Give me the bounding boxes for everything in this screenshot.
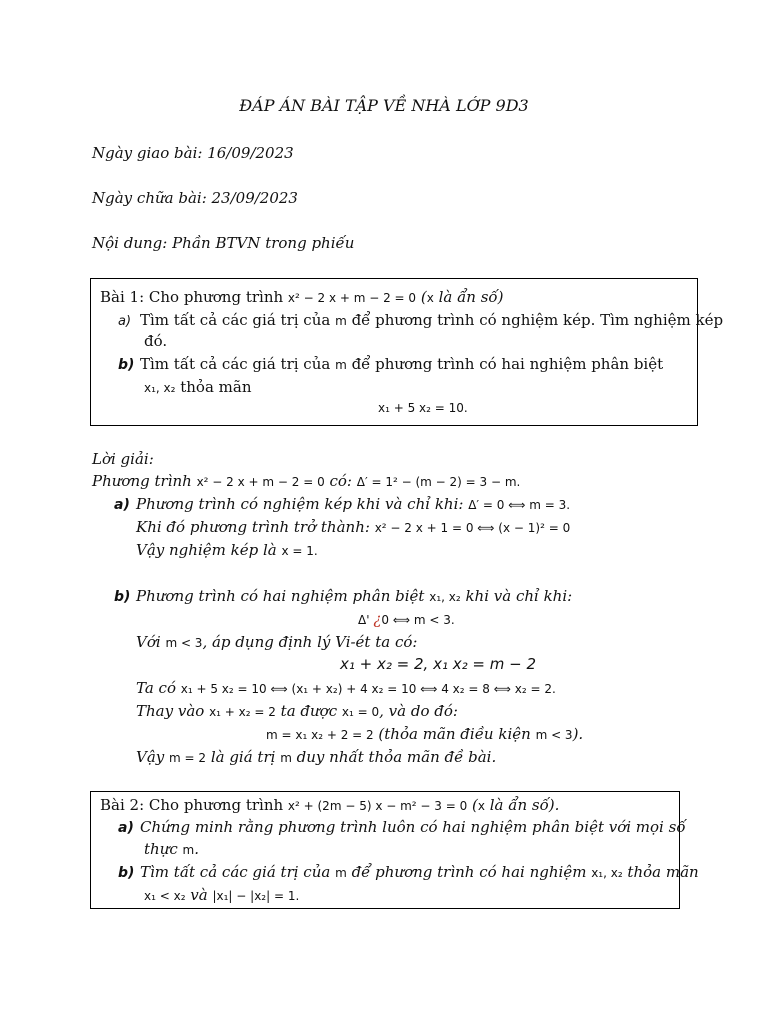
solution-b3-text-2: , áp dụng định lý Vi-ét ta có: — [202, 633, 418, 651]
solution-b-line-7 — [266, 724, 583, 745]
correct-date: Ngày chữa bài: 23/09/2023 — [92, 189, 298, 207]
solution-a-line-3 — [136, 540, 318, 561]
exercise-2-b-m: m — [335, 866, 347, 880]
exercise-1-a-cont: đó. — [144, 332, 168, 350]
solution-b-line-6 — [136, 701, 458, 722]
solution-a2-text: Khi đó phương trình trở thành: — [136, 518, 375, 536]
exercise-2-part-b — [118, 862, 699, 883]
exercise-1-b-m: m — [335, 358, 347, 372]
exercise-2-a-m: m — [182, 843, 195, 857]
solution-b-line-5 — [136, 678, 556, 699]
solution-a-label: a) — [114, 497, 130, 513]
solution-b6-m1: x₁ + x₂ = 2 — [209, 705, 276, 719]
solution-b3-m: m < 3 — [165, 636, 203, 650]
exercise-1-b-condition: x₁ + 5 x₂ = 10. — [378, 401, 468, 415]
solution-b8-m1: m = 2 — [169, 751, 207, 765]
solution-b6-text-2: ta được — [275, 702, 342, 720]
solution-a1-text: Phương trình có nghiệm kép khi và chỉ khi: — [136, 495, 469, 513]
exercise-1-b-label: b) — [118, 357, 135, 373]
exercise-1-a-label: a) — [118, 314, 132, 329]
solution-b1-text-2: khi và chỉ khi: — [460, 587, 573, 605]
solution-b-line-3 — [136, 632, 417, 653]
exercise-2-heading-tail: là ẩn số). — [484, 796, 560, 814]
exercise-2-a-cont — [144, 839, 199, 860]
solution-b2-glyph: ¿ — [373, 610, 382, 628]
solution-b6-text: Thay vào — [136, 702, 210, 720]
exercise-2-b-cond-1: x₁ < x₂ — [144, 889, 186, 903]
exercise-1-b-text-3: thỏa mãn — [175, 378, 252, 396]
exercise-1-heading — [100, 287, 503, 308]
exercise-2-a-text-3: . — [194, 840, 200, 858]
solution-b5-math: x₁ + 5 x₂ = 10 ⟺ (x₁ + x₂) + 4 x₂ = 10 ⟺ 4 x₂ = 8 ⟺ x₂ = 2. — [180, 682, 556, 696]
solution-b7-text-2: ). — [572, 725, 584, 743]
exercise-2-b-text-3: thỏa mãn — [622, 863, 699, 881]
exercise-2-paren-open: ( — [467, 796, 478, 814]
exercise-1-part-b — [118, 354, 663, 375]
exercise-1-a-m: m — [335, 314, 347, 328]
exercise-1-part-a — [118, 310, 723, 332]
exercise-1-equation: x² − 2 x + m − 2 = 0 — [287, 291, 417, 305]
exercise-1-b-roots: x₁, x₂ — [144, 381, 176, 395]
exercise-1-b-text-2: để phương trình có hai nghiệm phân biệt — [346, 355, 664, 373]
exercise-2-b-text: Tìm tất cả các giá trị của — [140, 863, 336, 881]
content-line: Nội dung: Phần BTVN trong phiếu — [92, 234, 355, 252]
solution-b6-m2: x₁ = 0 — [341, 705, 380, 719]
exercise-2-b-text-4: và — [185, 886, 213, 904]
solution-b-line-2 — [358, 609, 455, 630]
solution-a-line-1 — [114, 494, 570, 515]
exercise-2-b-cont — [144, 885, 299, 906]
solution-a3-text: Vậy nghiệm kép là — [136, 541, 282, 559]
solution-b2-delta: Δ' — [358, 613, 374, 627]
solution-b7-m: m < 3 — [535, 728, 573, 742]
solution-b-line-4: x₁ + x₂ = 2, x₁ x₂ = m − 2 — [340, 655, 536, 673]
solution-b7-math: m = x₁ x₂ + 2 = 2 — [266, 728, 374, 742]
exercise-2-var: x — [477, 799, 485, 813]
solution-line-1-delta: Δ′ = 1² − (m − 2) = 3 − m. — [356, 475, 521, 489]
solution-heading: Lời giải: — [92, 450, 154, 468]
exercise-2-a-label: a) — [118, 820, 134, 836]
exercise-2-heading-text: Bài 2: Cho phương trình — [100, 796, 288, 814]
solution-b8-text-2: là giá trị — [206, 748, 281, 766]
solution-line-1-co: có: — [324, 472, 357, 490]
solution-b8-text: Vậy — [136, 748, 170, 766]
exercise-1-b-text: Tìm tất cả các giá trị của — [140, 355, 336, 373]
exercise-1-paren-open: ( — [416, 288, 427, 306]
solution-b2-rest: 0 ⟺ m < 3. — [381, 613, 455, 627]
exercise-2-heading — [100, 795, 559, 816]
solution-a1-math: Δ′ = 0 ⟺ m = 3. — [468, 498, 571, 512]
solution-line-1-eq: x² − 2 x + m − 2 = 0 — [196, 475, 325, 489]
solution-b8-m2: m — [280, 751, 292, 765]
exercise-1-heading-tail: là ẩn số) — [433, 288, 504, 306]
solution-a3-math: x = 1. — [281, 544, 318, 558]
solution-b8-text-3: duy nhất thỏa mãn đề bài. — [291, 748, 497, 766]
solution-b-line-1 — [114, 586, 572, 607]
solution-b1-text: Phương trình có hai nghiệm phân biệt — [136, 587, 430, 605]
solution-line-1-text: Phương trình — [92, 472, 197, 490]
exercise-2-b-label: b) — [118, 865, 135, 881]
exercise-1-var: x — [426, 291, 434, 305]
solution-b-label: b) — [114, 589, 131, 605]
page-title: ĐÁP ÁN BÀI TẬP VỀ NHÀ LỚP 9D3 — [239, 96, 529, 115]
exercise-1-a-text: Tìm tất cả các giá trị của — [140, 311, 336, 329]
exercise-1-a-text-2: để phương trình có nghiệm kép. Tìm nghiệm kép — [346, 311, 724, 329]
exercise-2-b-roots: x₁, x₂ — [591, 866, 623, 880]
solution-line-1 — [92, 471, 520, 492]
solution-a2-math: x² − 2 x + 1 = 0 ⟺ (x − 1)² = 0 — [374, 521, 571, 535]
solution-a-line-2 — [136, 517, 570, 538]
solution-b6-text-3: , và do đó: — [379, 702, 458, 720]
solution-b-line-8 — [136, 747, 496, 768]
exercise-2-b-text-2: để phương trình có hai nghiệm — [346, 863, 592, 881]
solution-b3-text: Với — [136, 633, 166, 651]
exercise-2-b-cond-2: |x₁| − |x₂| = 1. — [212, 889, 300, 903]
exercise-2-a-text: Chứng minh rằng phương trình luôn có hai nghiệm phân biệt với mọi số — [140, 818, 686, 836]
solution-b7-text: (thỏa mãn điều kiện — [373, 725, 536, 743]
exercise-2-part-a — [118, 817, 686, 838]
exercise-2-a-text-2: thực — [144, 840, 183, 858]
exercise-1-heading-text: Bài 1: Cho phương trình — [100, 288, 288, 306]
solution-b5-text: Ta có — [136, 679, 181, 697]
exercise-2-equation: x² + (2m − 5) x − m² − 3 = 0 — [287, 799, 468, 813]
solution-b1-roots: x₁, x₂ — [429, 590, 461, 604]
assign-date: Ngày giao bài: 16/09/2023 — [92, 144, 294, 162]
exercise-1-b-roots-line — [144, 377, 251, 398]
